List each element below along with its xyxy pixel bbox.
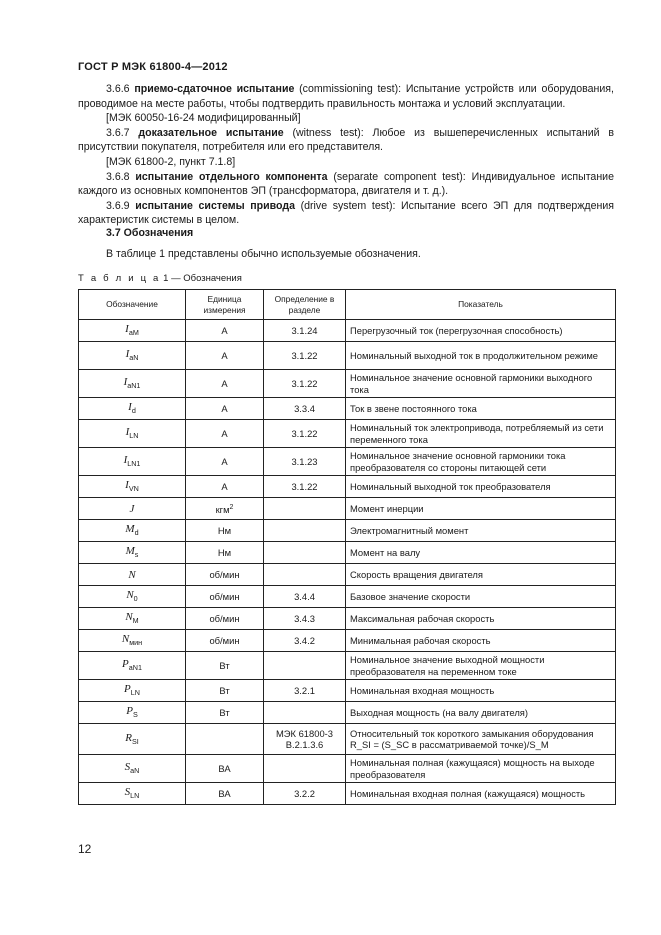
cell-definition bbox=[264, 702, 346, 724]
table-row bbox=[79, 755, 616, 783]
term: приемо-сдаточное испытание bbox=[134, 83, 295, 95]
paragraph-3-6-7 bbox=[78, 126, 614, 155]
cell-definition bbox=[264, 564, 346, 586]
cell-indicator: Электромагнитный момент bbox=[346, 520, 616, 542]
cell-symbol: $R_{SI}$ bbox=[79, 724, 186, 755]
cell-indicator: Номинальное значение выходной мощности преобразователя на переменном токе bbox=[346, 652, 616, 680]
cell-unit: об/мин bbox=[186, 608, 264, 630]
cell-unit: А bbox=[186, 342, 264, 370]
cell-unit: Нм bbox=[186, 520, 264, 542]
cell-symbol: $M_s$ bbox=[79, 542, 186, 564]
table-header-row bbox=[79, 290, 616, 320]
cell-indicator: Номинальная полная (кажущаяся) мощность на выходе преобразователя bbox=[346, 755, 616, 783]
cell-definition: 3.4.3 bbox=[264, 608, 346, 630]
cell-symbol: N bbox=[79, 564, 186, 586]
cell-definition bbox=[264, 498, 346, 520]
cell-unit: А bbox=[186, 398, 264, 420]
table-row bbox=[79, 420, 616, 448]
cell-indicator: Скорость вращения двигателя bbox=[346, 564, 616, 586]
cell-indicator: Относительный ток короткого замыкания оборудования R_SI = (S_SC в рассматриваемой точке)/S_M bbox=[346, 724, 616, 755]
clause-number: 3.6.7 bbox=[106, 126, 139, 139]
page-number: 12 bbox=[78, 842, 92, 856]
cell-definition: 3.1.22 bbox=[264, 420, 346, 448]
cell-unit: кгм$^2$ bbox=[186, 498, 264, 520]
cell-unit: А bbox=[186, 420, 264, 448]
cell-definition bbox=[264, 520, 346, 542]
cell-unit: об/мин bbox=[186, 564, 264, 586]
table-row bbox=[79, 652, 616, 680]
term: доказательное испытание bbox=[138, 126, 284, 139]
symbols-table bbox=[78, 289, 616, 805]
cell-unit: Нм bbox=[186, 542, 264, 564]
cell-indicator: Номинальная входная мощность bbox=[346, 680, 616, 702]
paragraph-3-6-8 bbox=[78, 170, 614, 199]
table-row bbox=[79, 342, 616, 370]
cell-definition: 3.1.22 bbox=[264, 370, 346, 398]
cell-unit: Вт bbox=[186, 680, 264, 702]
cell-indicator: Номинальное значение основной гармоники выходного тока bbox=[346, 370, 616, 398]
cell-indicator: Номинальный выходной ток преобразователя bbox=[346, 476, 616, 498]
cell-unit: ВА bbox=[186, 783, 264, 805]
cell-definition bbox=[264, 652, 346, 680]
cell-symbol: $I_{aN}$ bbox=[79, 342, 186, 370]
cell-symbol: $S_{LN}$ bbox=[79, 783, 186, 805]
cell-indicator: Номинальное значение основной гармоники тока преобразователя со стороны питающей сети bbox=[346, 448, 616, 476]
table-row bbox=[79, 476, 616, 498]
table-row bbox=[79, 448, 616, 476]
cell-definition: 3.3.4 bbox=[264, 398, 346, 420]
cell-indicator: Максимальная рабочая скорость bbox=[346, 608, 616, 630]
cell-symbol: $I_{VN}$ bbox=[79, 476, 186, 498]
cell-unit: А bbox=[186, 320, 264, 342]
table-row bbox=[79, 320, 616, 342]
term: испытание системы привода bbox=[135, 199, 295, 212]
paragraph-3-6-6 bbox=[78, 82, 614, 111]
cell-symbol: $P_S$ bbox=[79, 702, 186, 724]
cell-definition: 3.4.2 bbox=[264, 630, 346, 652]
cell-symbol: $I_d$ bbox=[79, 398, 186, 420]
cell-indicator: Перегрузочный ток (перегрузочная способность) bbox=[346, 320, 616, 342]
table-body bbox=[79, 320, 616, 805]
table-caption bbox=[78, 273, 242, 284]
cell-symbol: $I_{LN}$ bbox=[79, 420, 186, 448]
cell-symbol: $I_{aN1}$ bbox=[79, 370, 186, 398]
cell-symbol: $I_{aM}$ bbox=[79, 320, 186, 342]
clause-text bbox=[78, 82, 614, 228]
cell-definition: 3.4.4 bbox=[264, 586, 346, 608]
table-row bbox=[79, 520, 616, 542]
document-header: ГОСТ Р МЭК 61800-4—2012 bbox=[78, 61, 228, 73]
cell-symbol: $N_M$ bbox=[79, 608, 186, 630]
cell-unit: А bbox=[186, 370, 264, 398]
section-heading: 3.7 Обозначения bbox=[106, 227, 194, 239]
cell-unit: ВА bbox=[186, 755, 264, 783]
cell-indicator: Минимальная рабочая скорость bbox=[346, 630, 616, 652]
cell-indicator: Базовое значение скорости bbox=[346, 586, 616, 608]
cell-unit: Вт bbox=[186, 652, 264, 680]
definition: (witness test): Любое из вышеперечисленных испытаний в присутствии покупателя, потребителя или его представителя. bbox=[78, 126, 615, 154]
cell-indicator: Номинальный выходной ток в продолжительном режиме bbox=[346, 342, 616, 370]
table-row bbox=[79, 564, 616, 586]
cell-definition: МЭК 61800-3 В.2.1.3.6 bbox=[264, 724, 346, 755]
clause-number: 3.6.9 bbox=[106, 199, 136, 212]
term: испытание отдельного компонента bbox=[135, 170, 328, 183]
cell-indicator: Ток в звене постоянного тока bbox=[346, 398, 616, 420]
cell-indicator: Номинальный ток электропривода, потребляемый из сети переменного тока bbox=[346, 420, 616, 448]
table-row bbox=[79, 608, 616, 630]
table-row bbox=[79, 724, 616, 755]
cell-definition: 3.1.24 bbox=[264, 320, 346, 342]
clause-number: 3.6.8 bbox=[106, 170, 136, 183]
table-row bbox=[79, 586, 616, 608]
cell-definition bbox=[264, 755, 346, 783]
paragraph-3-6-9 bbox=[78, 199, 614, 228]
header-unit: Единица измерения bbox=[186, 290, 264, 320]
cell-unit: об/мин bbox=[186, 586, 264, 608]
cell-definition: 3.1.22 bbox=[264, 476, 346, 498]
cell-definition bbox=[264, 542, 346, 564]
cell-definition: 3.2.1 bbox=[264, 680, 346, 702]
table-row bbox=[79, 542, 616, 564]
cell-symbol: $P_{aN1}$ bbox=[79, 652, 186, 680]
cell-definition: 3.1.23 bbox=[264, 448, 346, 476]
definition: (drive system test): Испытание всего ЭП для подтверждения характеристик системы в целом. bbox=[78, 199, 614, 227]
definition: (separate component test): Индивидуальное испытание каждого из основных компонентов ЭП (трансформатора, двигателя и т. д.). bbox=[78, 170, 614, 198]
cell-symbol: $S_{aN}$ bbox=[79, 755, 186, 783]
table-row bbox=[79, 370, 616, 398]
cell-unit: об/мин bbox=[186, 630, 264, 652]
header-symbol: Обозначение bbox=[79, 290, 186, 320]
table-row bbox=[79, 398, 616, 420]
cell-indicator: Выходная мощность (на валу двигателя) bbox=[346, 702, 616, 724]
cell-unit: Вт bbox=[186, 702, 264, 724]
cell-symbol: $N_0$ bbox=[79, 586, 186, 608]
clause-number: 3.6.6 bbox=[106, 83, 135, 95]
reference: [МЭК 60050-16-24 модифицированный] bbox=[106, 112, 301, 125]
table-caption-label: Т а б л и ц а bbox=[78, 273, 161, 284]
cell-symbol: $N_{мин}$ bbox=[79, 630, 186, 652]
cell-unit bbox=[186, 724, 264, 755]
cell-indicator: Номинальная входная полная (кажущаяся) мощность bbox=[346, 783, 616, 805]
cell-symbol: $I_{LN1}$ bbox=[79, 448, 186, 476]
header-indicator: Показатель bbox=[346, 290, 616, 320]
table-caption-text: 1 — Обозначения bbox=[160, 273, 242, 284]
intro-text: В таблице 1 представлены обычно используемые обозначения. bbox=[106, 248, 421, 260]
cell-symbol: J bbox=[79, 498, 186, 520]
cell-indicator: Момент на валу bbox=[346, 542, 616, 564]
table-row bbox=[79, 783, 616, 805]
definition: (commissioning test): Испытание устройств или оборудования, проводимое на месте работы, чтобы подтвердить правильность монтажа и условий эксплуатации. bbox=[78, 83, 614, 110]
reference: [МЭК 61800-2, пункт 7.1.8] bbox=[106, 155, 236, 168]
cell-indicator: Момент инерции bbox=[346, 498, 616, 520]
cell-unit: А bbox=[186, 476, 264, 498]
header-definition: Определение в разделе bbox=[264, 290, 346, 320]
table-row bbox=[79, 498, 616, 520]
table-row bbox=[79, 680, 616, 702]
cell-definition: 3.1.22 bbox=[264, 342, 346, 370]
table-row bbox=[79, 702, 616, 724]
cell-symbol: $M_d$ bbox=[79, 520, 186, 542]
table-row bbox=[79, 630, 616, 652]
cell-unit: А bbox=[186, 448, 264, 476]
cell-symbol: $P_{LN}$ bbox=[79, 680, 186, 702]
cell-definition: 3.2.2 bbox=[264, 783, 346, 805]
